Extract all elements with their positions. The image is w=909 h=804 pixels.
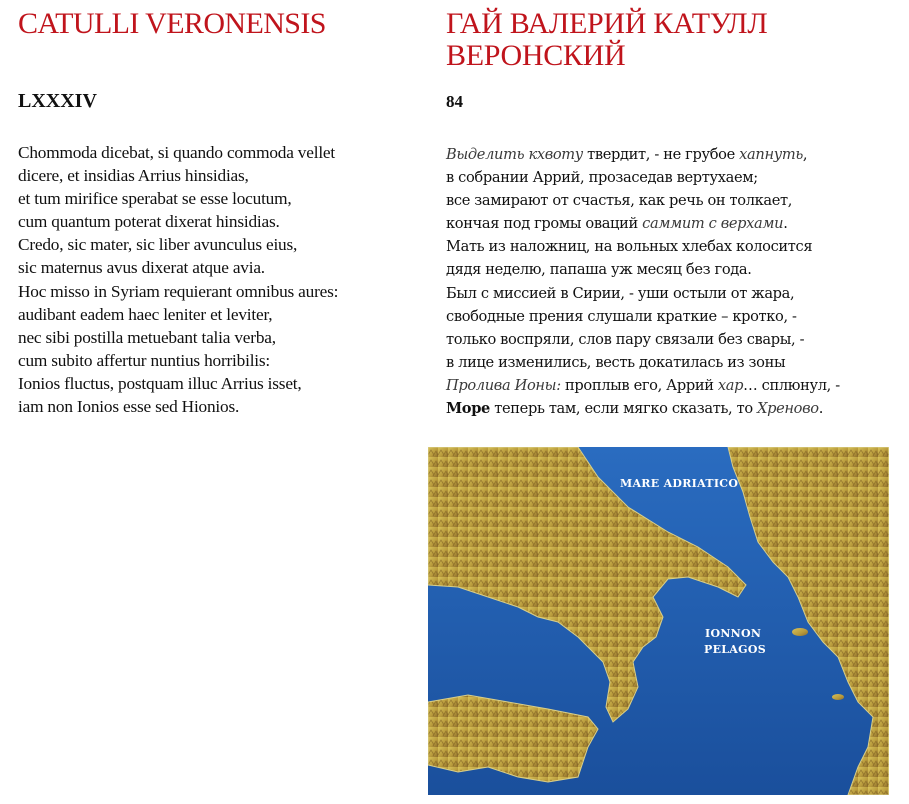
latin-line: sic maternus avus dixerat atque avia. <box>18 258 265 278</box>
russian-poem <box>446 143 840 420</box>
russian-line: дядя неделю, папаша уж месяц без года. <box>446 261 752 279</box>
russian-line <box>446 397 840 420</box>
russian-column <box>446 0 906 418</box>
russian-line <box>446 374 840 397</box>
line-text: , <box>802 146 808 163</box>
russian-title-line: ГАЙ ВАЛЕРИЙ КАТУЛЛ <box>446 7 768 40</box>
russian-line: Мать из наложниц, на вольных хлебах колосится <box>446 238 813 256</box>
island <box>792 628 808 636</box>
line-text: . <box>783 215 788 233</box>
russian-line: в лице изменились, весть докатилась из зоны <box>446 353 786 371</box>
italic-phrase: Выделить кхвоту <box>446 146 583 163</box>
latin-line: Ionios fluctus, postquam illuc Arrius isset, <box>18 373 302 393</box>
latin-column <box>18 0 428 417</box>
russian-line: все замирают от счастья, как речь он толкает, <box>446 192 793 210</box>
line-text: кончая под громы оваций <box>446 215 643 233</box>
line-text: … сплюнул, - <box>743 376 840 394</box>
label-pelagos: PELAGOS <box>704 643 766 656</box>
russian-title-line: ВЕРОНСКИЙ <box>446 39 626 72</box>
latin-poem <box>18 141 338 418</box>
line-text: . <box>818 400 823 418</box>
island <box>832 694 844 700</box>
latin-line: dicere, et insidias Arrius hinsidias, <box>18 166 249 186</box>
latin-title: CATULLI VERONENSIS <box>18 7 326 40</box>
italic-phrase: Пролива Ионы: <box>446 376 561 394</box>
label-mare-adriatico: MARE ADRIATICO <box>620 477 739 490</box>
russian-line <box>446 212 840 235</box>
latin-line: cum subito affertur nuntius horribilis: <box>18 350 271 370</box>
russian-line: Был с миссией в Сирии, - уши остыли от жара, <box>446 284 795 302</box>
map-ionian-sea <box>428 447 889 795</box>
latin-line: Chommoda dicebat, si quando commoda vellet <box>18 143 335 162</box>
italic-phrase: хар <box>717 376 744 394</box>
russian-poem-number: 84 <box>446 92 463 111</box>
italic-phrase: саммит с верхами <box>642 215 784 233</box>
russian-line: свободные прения слушали краткие – кротко, - <box>446 307 797 325</box>
latin-line: cum quantum poterat dixerat hinsidias. <box>18 212 280 232</box>
line-text: твердит, - не грубое <box>582 146 740 163</box>
line-text: проплыв его, Аррий <box>560 376 718 394</box>
latin-line: iam non Ionios esse sed Hionios. <box>18 397 240 417</box>
russian-line: в собрании Аррий, прозаседав вертухаем; <box>446 169 758 187</box>
latin-line: nec sibi postilla metuebant talia verba, <box>18 327 276 347</box>
latin-line: audibant eadem haec leniter et leviter, <box>18 304 273 324</box>
italic-phrase: Хреново <box>757 400 819 418</box>
bold-word: Море <box>446 400 490 418</box>
russian-line <box>446 143 840 166</box>
latin-poem-number: LXXXIV <box>18 90 97 112</box>
latin-line: Hoc misso in Syriam requierant omnibus aures: <box>18 281 339 301</box>
line-text: теперь там, если мягко сказать, то <box>489 400 758 418</box>
russian-title <box>446 8 906 72</box>
latin-line: Credo, sic mater, sic liber avunculus eius, <box>18 235 298 255</box>
latin-line: et tum mirifice sperabat se esse locutum, <box>18 189 292 209</box>
italic-phrase: хапнуть <box>739 146 803 163</box>
russian-line: только воспряли, слов пару связали без свары, - <box>446 330 805 348</box>
label-ionnon: IONNON <box>705 627 762 640</box>
